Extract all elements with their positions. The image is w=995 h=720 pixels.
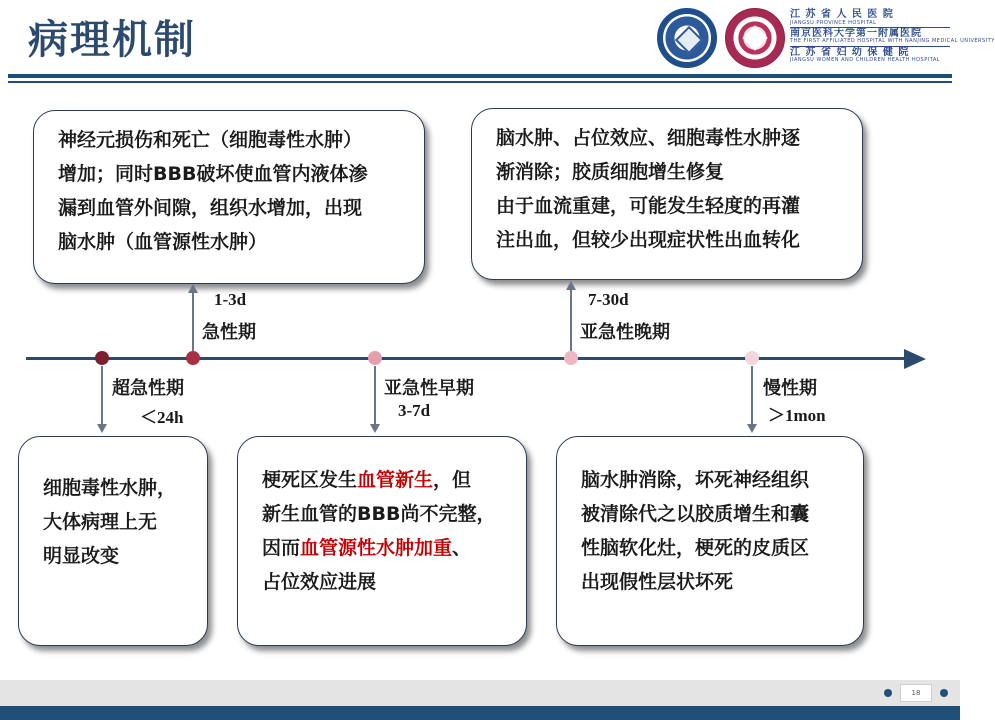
late-subacute-text-line: 脑水肿、占位效应、细胞毒性水肿逐 [496,127,801,149]
stage-name-hyperacute: 超急性期 [112,378,184,399]
connector-line [101,366,103,424]
stage-name-chronic: 慢性期 [763,378,817,399]
footer-bar [0,680,960,706]
hyperacute-text-line: 大体病理上无 [43,511,158,533]
early-subacute-text-line: 占位效应进展 [262,571,377,593]
highlight-vasogenic-edema: 血管源性水肿加重 [300,537,453,559]
timeline-dot-hyperacute [95,351,109,365]
arrow-up-icon [188,284,198,293]
early-subacute-text-line [262,531,526,565]
early-subacute-text-line [262,463,526,497]
late-subacute-stage-box [471,108,863,280]
header-divider-thin [8,81,952,83]
page-number: 18 [900,684,932,702]
timeline-arrow-icon [904,349,926,369]
late-subacute-text-line: 注出血，但较少出现症状性出血转化 [496,229,801,251]
acute-text-line: 神经元损伤和死亡（细胞毒性水肿） [58,129,363,151]
chronic-text-line: 被清除代之以胶质增生和囊 [581,503,810,525]
late-subacute-text-line: 渐消除；胶质细胞增生修复 [496,161,725,183]
arrow-down-icon [97,424,107,433]
timeline-dot-acute [186,351,200,365]
hospital-name-1-cn: 江 苏 省 人 民 医 院 [790,9,894,20]
hospital-name-2-cn: 南京医科大学第一附属医院 [790,27,922,39]
hospital-name-3-cn: 江 苏 省 妇 幼 保 健 院 [790,46,910,58]
chronic-text-line: 性脑软化灶，梗死的皮质区 [581,537,810,559]
slide-title: 病理机制 [28,17,196,63]
stage-duration-acute: 1-3d [214,290,247,309]
connector-line [751,366,753,424]
stage-duration-chronic: ＞1mon [768,406,826,425]
timeline-dot-early-subacute [368,351,382,365]
early-subacute-stage-box [237,436,527,646]
acute-stage-box [33,110,425,284]
stage-name-late-subacute: 亚急性晚期 [580,322,670,343]
stage-duration-hyperacute: ＜24h [140,408,184,427]
timeline-dot-chronic [745,351,759,365]
jiangsu-province-hospital-logo [657,8,717,68]
hospital-name-block [790,9,995,63]
text-segment: ，但 [433,469,472,491]
header-divider [8,74,952,78]
stage-duration-early-subacute: 3-7d [398,401,431,420]
logo-heart-emblem [742,25,767,50]
stage-name-early-subacute: 亚急性早期 [384,378,474,399]
acute-text-line: 增加；同时BBB破坏使血管内液体渗 [58,163,368,185]
connector-line [374,366,376,424]
logo-cross-emblem [675,26,703,54]
connector-line [570,290,572,351]
arrow-down-icon [747,424,757,433]
connector-line [192,293,194,351]
text-segment: 、 [452,537,472,559]
hyperacute-stage-box [18,436,208,646]
timeline-dot-late-subacute [564,351,578,365]
arrow-up-icon [566,281,576,290]
chronic-text-line: 出现假性层状坏死 [581,571,734,593]
footer-dot-icon [940,689,948,697]
text-segment: 梗死区发生 [262,469,358,491]
footer-dot-icon [884,689,892,697]
early-subacute-text-line: 新生血管的BBB尚不完整， [262,503,496,525]
acute-text-line: 漏到血管外间隙，组织水增加，出现 [58,197,363,219]
highlight-angiogenesis: 血管新生 [357,469,434,491]
arrow-down-icon [370,424,380,433]
hospital-name-3-en: JIANGSU WOMEN AND CHILDREN HEALTH HOSPITAL [790,57,941,63]
text-segment: 因而 [262,537,301,559]
chronic-stage-box [556,436,864,646]
stage-name-acute: 急性期 [202,322,256,343]
hospital-name-2-en: THE FIRST AFFILIATED HOSPITAL WITH NANJING MEDICAL UNIVERSITY [790,38,995,45]
footer-strip [0,706,960,720]
stage-duration-late-subacute: 7-30d [588,290,629,309]
women-children-hospital-logo [725,8,785,68]
timeline-axis [26,357,908,360]
hyperacute-text-line: 明显改变 [43,545,120,567]
late-subacute-text-line: 由于血流重建，可能发生轻度的再灌 [496,195,801,217]
hyperacute-text-line: 细胞毒性水肿， [43,477,177,499]
acute-text-line: 脑水肿（血管源性水肿） [58,231,268,253]
hospital-name-1-en: JIANGSU PROVINCE HOSPITAL [790,19,877,26]
chronic-text-line: 脑水肿消除，坏死神经组织 [581,469,810,491]
